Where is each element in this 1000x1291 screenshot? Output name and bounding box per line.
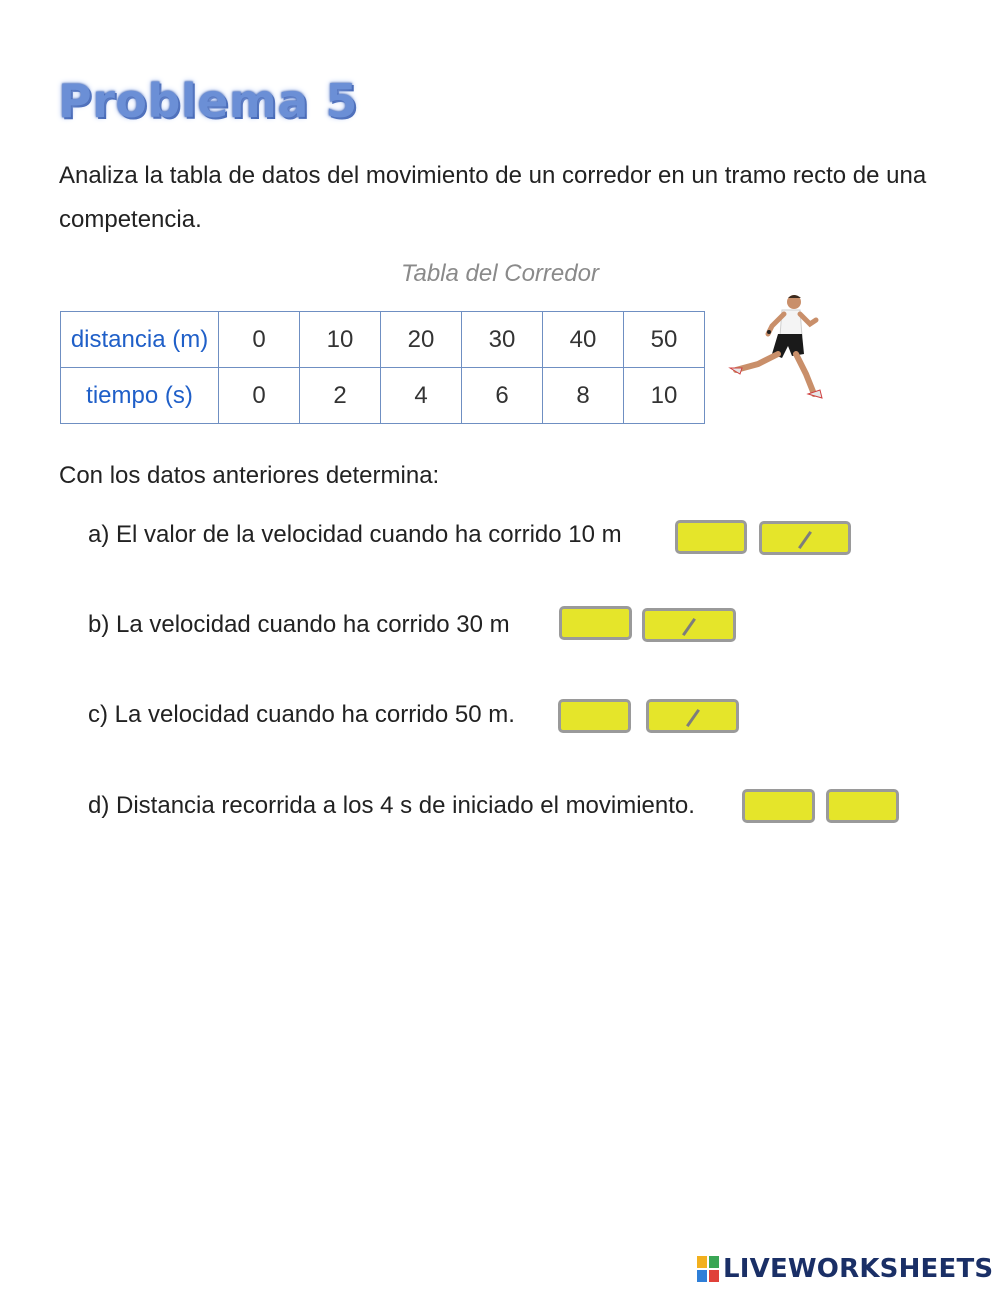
table-cell: 40 [543, 312, 624, 368]
answer-box-b-unit[interactable] [642, 608, 736, 642]
table-row-distance [61, 312, 705, 368]
table-row-time [61, 368, 705, 424]
table-cell: 4 [381, 368, 462, 424]
answer-box-a-value[interactable] [675, 520, 747, 554]
answer-box-d-unit[interactable] [826, 789, 899, 823]
table-cell: 50 [624, 312, 705, 368]
table-cell: 10 [300, 312, 381, 368]
row-header-distance: distancia (m) [61, 312, 219, 368]
table-cell: 20 [381, 312, 462, 368]
liveworksheets-logo [697, 1254, 993, 1284]
answer-box-c-value[interactable] [558, 699, 631, 733]
page-title: Problema 5 [58, 74, 358, 128]
instruction-lead: Con los datos anteriores determina: [59, 462, 440, 489]
answer-box-a-unit[interactable] [759, 521, 851, 555]
answer-box-b-value[interactable] [559, 606, 632, 640]
question-b: b) La velocidad cuando ha corrido 30 m [88, 611, 510, 638]
table-cell: 2 [300, 368, 381, 424]
brand-text: LIVEWORKSHEETS [723, 1254, 994, 1284]
answer-box-d-value[interactable] [742, 789, 815, 823]
runner-illustration [722, 290, 832, 405]
table-cell: 8 [543, 368, 624, 424]
runner-data-table [60, 311, 705, 424]
table-cell: 10 [624, 368, 705, 424]
row-header-time: tiempo (s) [61, 368, 219, 424]
answer-box-c-unit[interactable] [646, 699, 739, 733]
question-c: c) La velocidad cuando ha corrido 50 m. [88, 701, 515, 728]
table-cell: 30 [462, 312, 543, 368]
question-d: d) Distancia recorrida a los 4 s de iniciado el movimiento. [88, 792, 695, 819]
question-a: a) El valor de la velocidad cuando ha corrido 10 m [88, 521, 622, 548]
table-cell: 0 [219, 312, 300, 368]
intro-text: Analiza la tabla de datos del movimiento de un corredor en un tramo recto de una competencia. [59, 162, 927, 233]
table-cell: 6 [462, 368, 543, 424]
table-caption: Tabla del Corredor [401, 260, 599, 287]
table-cell: 0 [219, 368, 300, 424]
liveworksheets-icon [697, 1256, 719, 1282]
